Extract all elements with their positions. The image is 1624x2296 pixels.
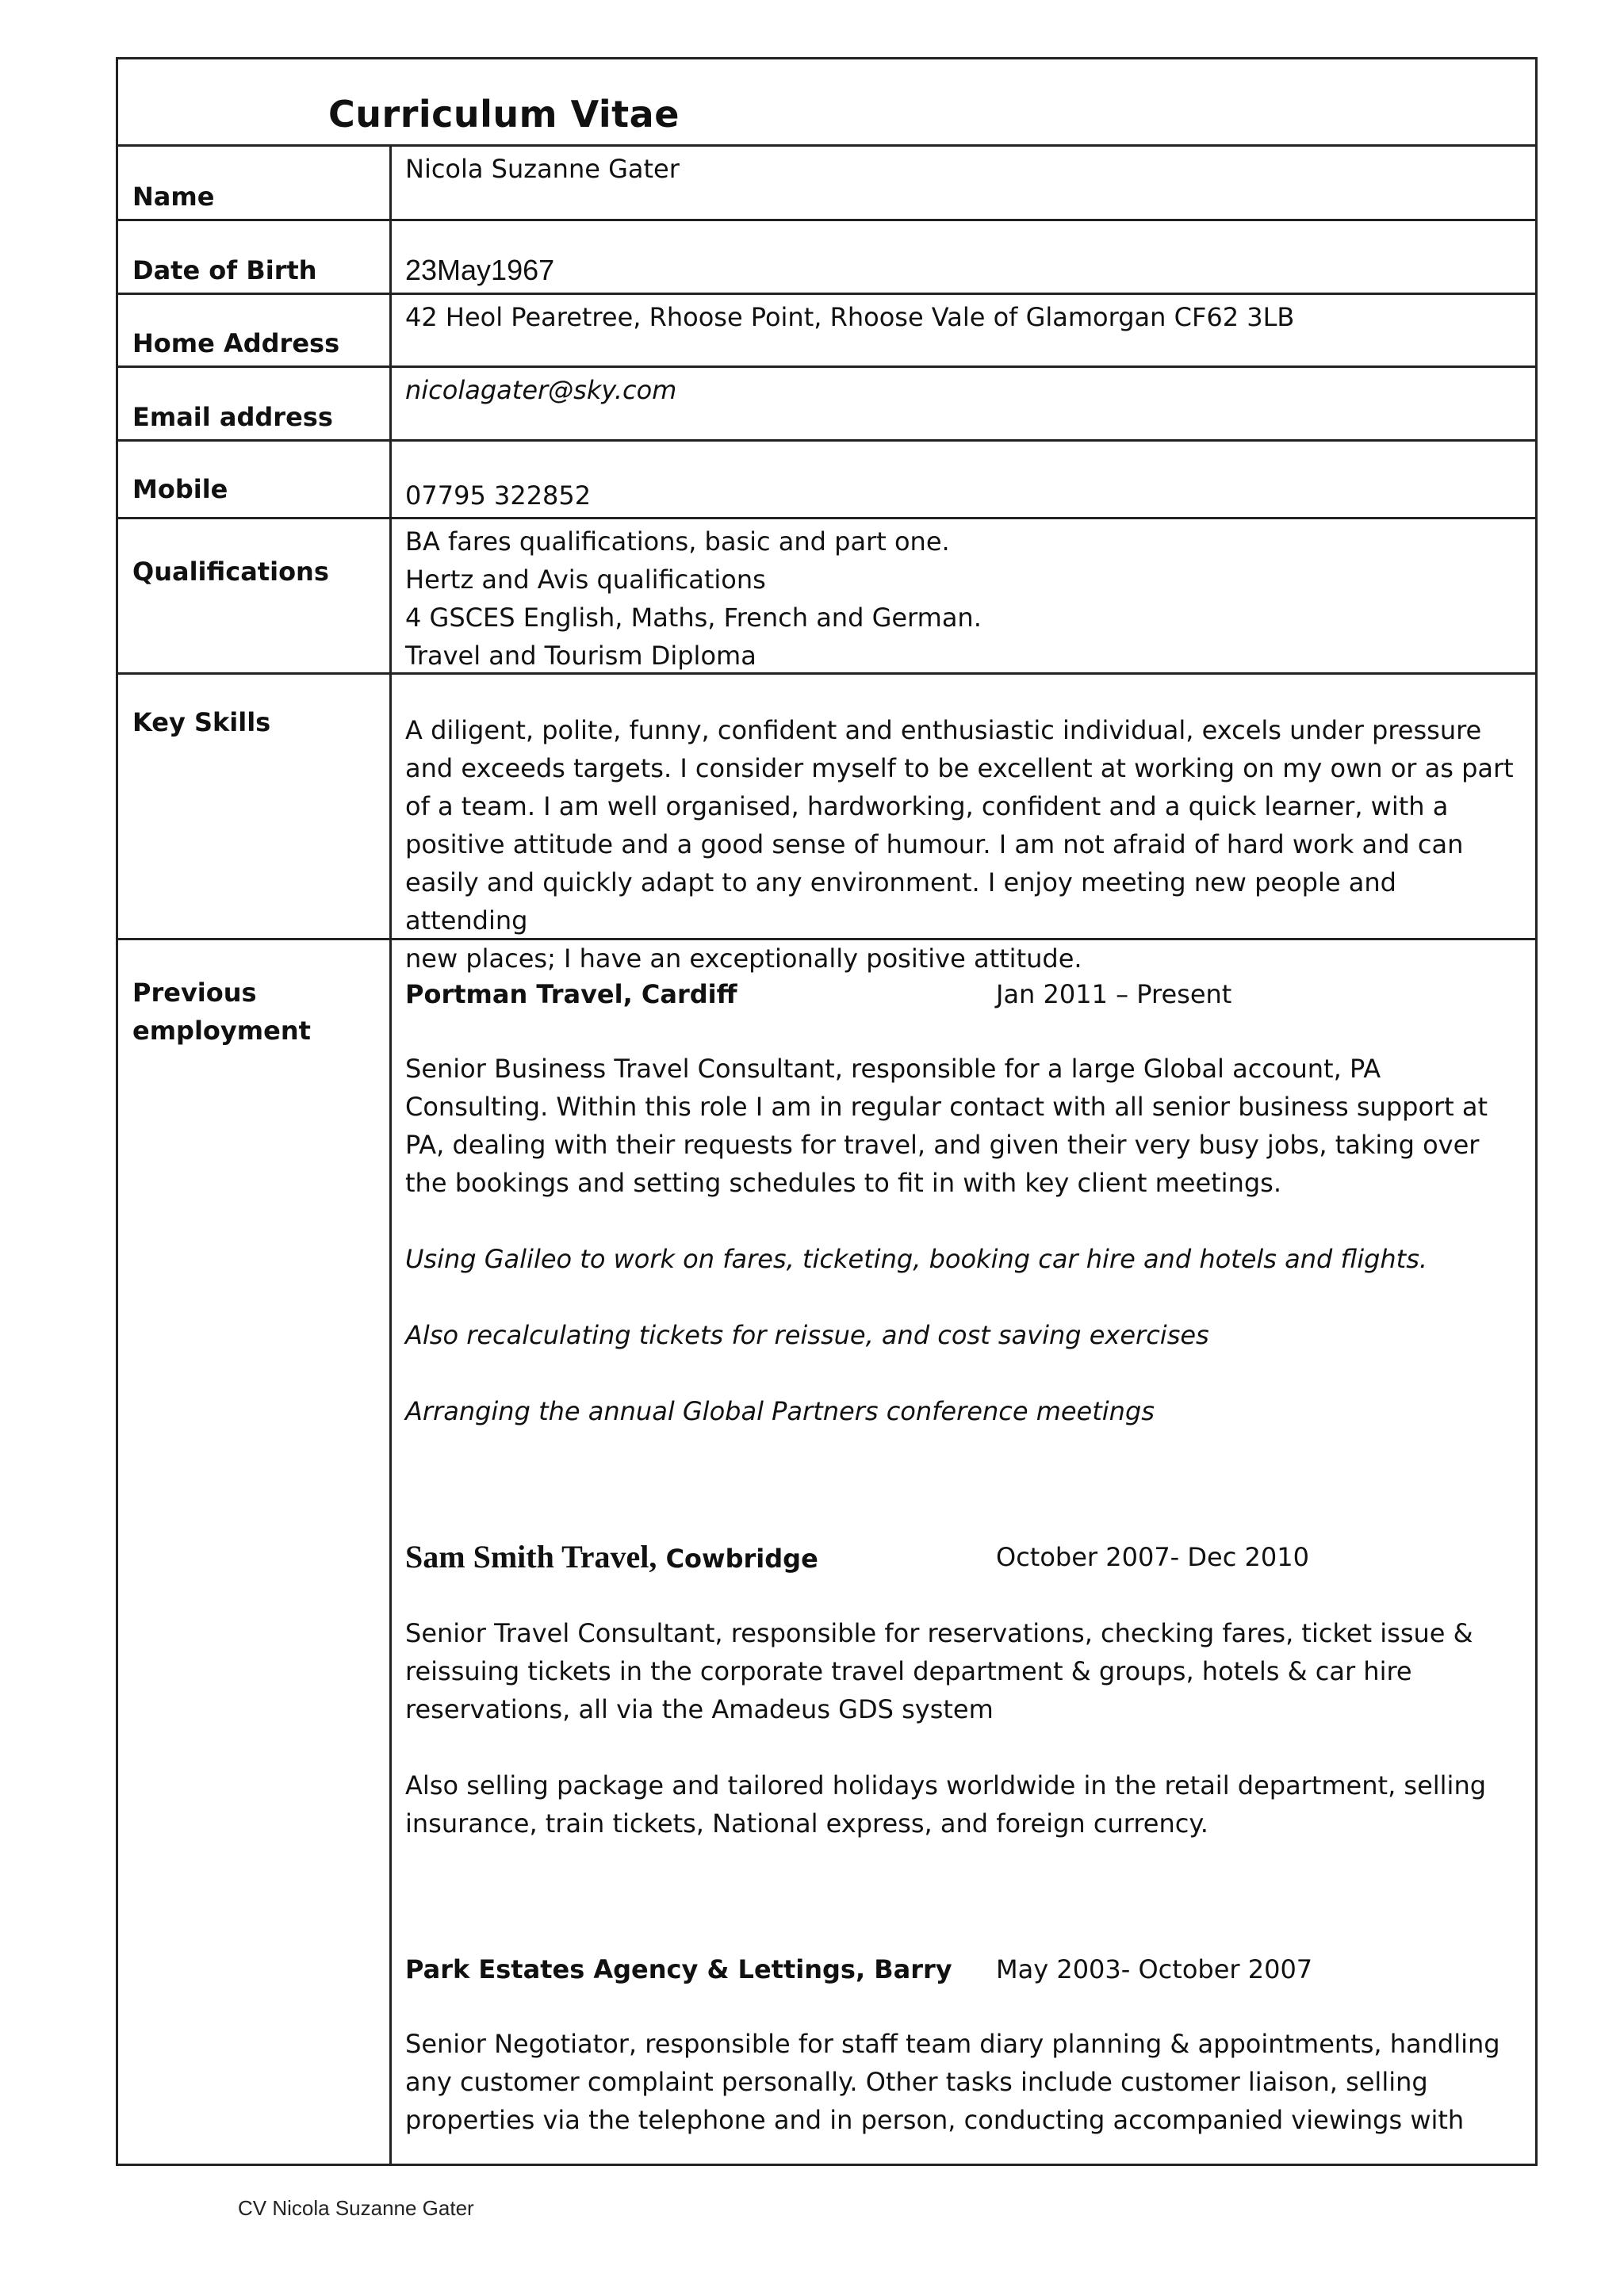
job-entry <box>405 1950 1521 2139</box>
skills-line: easily and quickly adapt to any environment. I enjoy meeting new people and attending <box>405 867 1396 936</box>
email-value: nicolagater@sky.com <box>405 375 677 405</box>
job-entry <box>405 1538 1521 1843</box>
label-cell <box>118 368 392 439</box>
skills-line: positive attitude and a good sense of humour. I am not afraid of hard work and can <box>405 829 1464 859</box>
address-value: 42 Heol Pearetree, Rhoose Point, Rhoose Vale of Glamorgan CF62 3LB <box>405 302 1295 332</box>
skills-label: Key Skills <box>132 707 271 737</box>
qualification-item: Hertz and Avis qualifications <box>405 564 766 595</box>
name-label: Name <box>132 182 215 212</box>
page-footer: CV Nicola Suzanne Gater <box>238 2196 474 2220</box>
row-key-skills <box>118 675 1535 974</box>
job-company <box>405 1538 996 1578</box>
label-cell <box>118 295 392 365</box>
job-company-name: Sam Smith Travel, <box>405 1539 657 1575</box>
value-cell <box>392 295 1535 365</box>
name-value: Nicola Suzanne Gater <box>405 154 680 184</box>
job-desc-line: the bookings and setting schedules to fit in with key client meetings. <box>405 1168 1281 1198</box>
row-address <box>118 295 1535 368</box>
row-name <box>118 147 1535 221</box>
job-company: Portman Travel, Cardiff <box>405 979 737 1009</box>
value-cell <box>392 221 1535 293</box>
title-row <box>118 59 1535 147</box>
label-cell <box>118 442 392 517</box>
dob-label: Date of Birth <box>132 255 317 285</box>
qualification-item: 4 GSCES English, Maths, French and German. <box>405 603 982 633</box>
skills-line: A diligent, polite, funny, confident and enthusiastic individual, excels under pressure <box>405 715 1482 745</box>
value-cell <box>392 368 1535 439</box>
job-description <box>405 1050 1521 1202</box>
value-cell <box>392 442 1535 517</box>
job-dates: October 2007- Dec 2010 <box>996 1542 1309 1572</box>
job-header <box>405 1538 1521 1578</box>
value-cell <box>392 940 1535 2166</box>
skills-line: of a team. I am well organised, hardworking, confident and a quick learner, with a <box>405 791 1449 821</box>
cv-table <box>116 57 1538 2166</box>
job-desc-line: Senior Travel Consultant, responsible for reservations, checking fares, ticket issue & <box>405 1618 1473 1648</box>
job-desc-line: reissuing tickets in the corporate travel department & groups, hotels & car hire <box>405 1656 1412 1686</box>
job-desc-line: Consulting. Within this role I am in regular contact with all senior business support at <box>405 1092 1488 1122</box>
address-label: Home Address <box>132 328 340 358</box>
job-description <box>405 1614 1521 1728</box>
job-desc-line: any customer complaint personally. Other tasks include customer liaison, selling <box>405 2067 1428 2097</box>
job-desc-line: reservations, all via the Amadeus GDS system <box>405 1694 994 1724</box>
row-mobile <box>118 442 1535 519</box>
row-qualifications <box>118 519 1535 675</box>
job-header <box>405 975 1521 1013</box>
label-cell <box>118 675 392 938</box>
job-dates: Jan 2011 – Present <box>996 979 1232 1009</box>
job-extra-line: insurance, train tickets, National express, and foreign currency. <box>405 1808 1208 1839</box>
skills-line: and exceeds targets. I consider myself to be excellent at working on my own or as part <box>405 753 1514 783</box>
qualifications-label: Qualifications <box>132 557 329 587</box>
value-cell <box>392 147 1535 219</box>
job-company: Park Estates Agency & Lettings, Barry <box>405 1954 952 1984</box>
job-desc-line: Senior Business Travel Consultant, responsible for a large Global account, PA <box>405 1054 1381 1084</box>
job-dates: May 2003- October 2007 <box>996 1954 1313 1984</box>
qualification-item: BA fares qualifications, basic and part one. <box>405 526 950 557</box>
job-note: Arranging the annual Global Partners conference meetings <box>405 1396 1155 1426</box>
job-extra <box>405 1766 1521 1843</box>
label-cell <box>118 221 392 293</box>
employment-label-line: Previous <box>132 978 257 1008</box>
value-cell <box>392 519 1535 672</box>
job-description <box>405 2025 1521 2139</box>
job-desc-line: Senior Negotiator, responsible for staff team diary planning & appointments, handling <box>405 2029 1500 2059</box>
mobile-value: 07795 322852 <box>405 480 592 511</box>
skills-text <box>405 675 1521 978</box>
value-cell <box>392 675 1535 974</box>
job-desc-line: properties via the telephone and in person, conducting accompanied viewings with <box>405 2105 1465 2135</box>
job-entry <box>405 940 1521 1430</box>
label-cell <box>118 147 392 219</box>
employment-label-line: employment <box>132 1016 311 1046</box>
job-extra-line: Also selling package and tailored holidays worldwide in the retail department, selling <box>405 1770 1487 1800</box>
job-note: Using Galileo to work on fares, ticketing, booking car hire and hotels and flights. <box>405 1244 1428 1274</box>
employment-label <box>132 940 375 1050</box>
label-cell <box>118 519 392 672</box>
label-cell <box>118 940 392 2166</box>
job-note: Also recalculating tickets for reissue, and cost saving exercises <box>405 1320 1209 1350</box>
mobile-label: Mobile <box>132 474 228 504</box>
job-desc-line: PA, dealing with their requests for travel, and given their very busy jobs, taking over <box>405 1130 1480 1160</box>
qualification-item: Travel and Tourism Diploma <box>405 641 756 671</box>
row-email <box>118 368 1535 442</box>
job-company-town: Cowbridge <box>665 1544 818 1574</box>
dob-value: 23May1967 <box>405 254 555 286</box>
email-label: Email address <box>132 402 333 432</box>
row-employment <box>118 940 1535 2166</box>
job-header <box>405 1950 1521 1988</box>
skills-line: new places; I have an exceptionally positive attitude. <box>405 943 1082 974</box>
row-dob <box>118 221 1535 295</box>
cv-title: Curriculum Vitae <box>328 93 680 136</box>
